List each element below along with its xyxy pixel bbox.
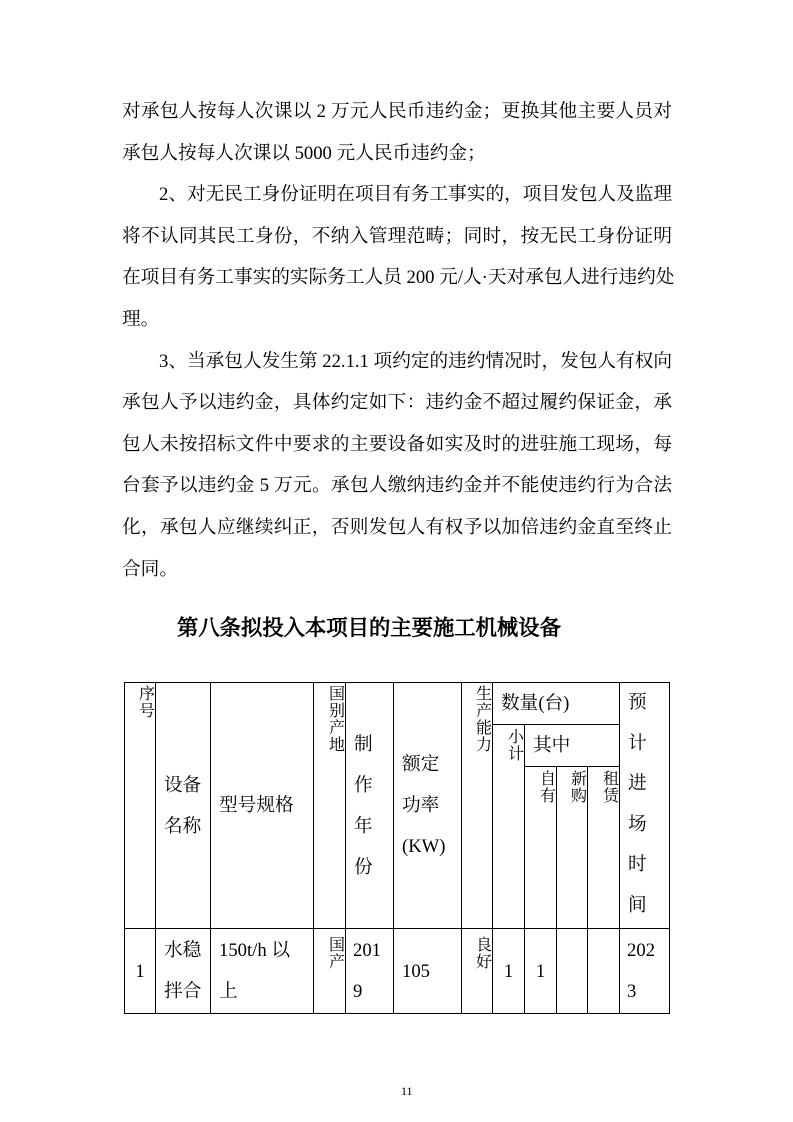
cell-manufacture-year: 2019 <box>346 929 394 1014</box>
paragraph-line: 3、当承包人发生第 22.1.1 项约定的违约情况时，发包人有权向 <box>159 350 673 372</box>
page-number: 11 <box>401 1084 413 1098</box>
table-header-row <box>125 683 670 725</box>
header-entry-time: 预计进场时间 <box>620 683 670 929</box>
header-subtotal-label: 小计 <box>508 729 525 763</box>
cell-leased <box>588 929 620 1014</box>
cell-rated-power: 105 <box>394 929 462 1014</box>
paragraph-continued <box>122 91 672 174</box>
cell-capacity-value: 良好 <box>476 937 493 971</box>
body-text <box>122 91 675 590</box>
cell-subtotal: 1 <box>493 929 525 1014</box>
header-origin-label: 国别产地 <box>329 686 346 754</box>
paragraph-line: 理。 <box>122 308 160 330</box>
header-model-spec: 型号规格 <box>211 683 314 929</box>
cell-new <box>557 929 588 1014</box>
cell-capacity <box>462 929 493 1014</box>
paragraph-line: 承包人予以违约金，具体约定如下：违约金不超过履约保证金，承 <box>122 392 672 414</box>
paragraph-line: 将不认同其民工身份，不纳入管理范畴；同时，按无民工身份证明 <box>122 225 672 247</box>
paragraph-line: 台套予以违约金 5 万元。承包人缴纳违约金并不能使违约行为合法 <box>122 475 672 497</box>
paragraph-line: 合同。 <box>122 558 178 580</box>
paragraph-line: 化，承包人应继续纠正，否则发包人有权予以加倍违约金直至终止 <box>122 516 672 538</box>
paragraph-line: 对承包人按每人次课以 2 万元人民币违约金；更换其他主要人员对 <box>122 101 672 122</box>
header-leased-label: 租赁 <box>603 771 620 805</box>
header-seq-label: 序号 <box>139 686 156 720</box>
header-capacity <box>462 683 493 929</box>
section-heading: 第八条拟投入本项目的主要施工机械设备 <box>177 616 561 640</box>
cell-model-spec: 150t/h 以上 <box>211 929 314 1014</box>
header-origin <box>314 683 346 929</box>
paragraph-clause-3 <box>122 341 672 591</box>
paragraph-line: 在项目有务工事实的实际务工人员 200 元/人·天对承包人进行违约处 <box>122 267 675 289</box>
equipment-table <box>124 682 670 1014</box>
cell-owned: 1 <box>525 929 557 1014</box>
cell-origin <box>314 929 346 1014</box>
header-owned <box>525 767 557 929</box>
table-row <box>125 929 670 1014</box>
header-leased <box>588 767 620 929</box>
cell-entry-time: 2023 <box>620 929 670 1014</box>
paragraph-line: 承包人按每人次课以 5000 元人民币违约金； <box>122 142 486 164</box>
header-new-label: 新购 <box>571 771 588 805</box>
paragraph-clause-2 <box>122 174 675 340</box>
paragraph-line: 包人未按招标文件中要求的主要设备如实及时的进驻施工现场，每 <box>122 433 672 455</box>
header-capacity-label: 生产能力 <box>476 686 493 754</box>
header-seq <box>125 683 156 929</box>
header-owned-label: 自有 <box>540 771 557 805</box>
header-manufacture-year: 制作年份 <box>346 683 394 929</box>
cell-equipment-name: 水稳拌合 <box>156 929 211 1014</box>
header-quantity: 数量(台) <box>493 683 620 725</box>
header-equipment-name: 设备名称 <box>156 683 211 929</box>
cell-seq: 1 <box>125 929 156 1014</box>
paragraph-line: 2、对无民工身份证明在项目有务工事实的，项目发包人及监理 <box>159 184 673 206</box>
header-subtotal <box>493 725 525 929</box>
header-rated-power: 额定功率(KW) <box>394 683 462 929</box>
header-new <box>557 767 588 929</box>
cell-origin-value: 国产 <box>329 937 346 971</box>
header-among: 其中 <box>525 725 620 767</box>
